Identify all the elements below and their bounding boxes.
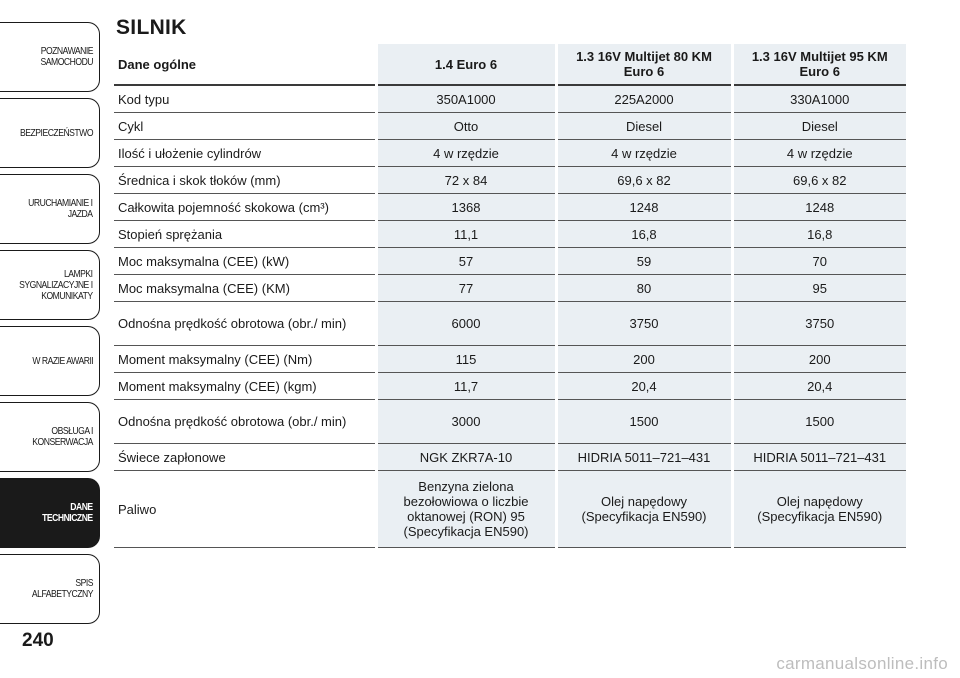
table-cell: 1368: [376, 194, 556, 221]
tab-poznawanie-samochodu[interactable]: [0, 22, 100, 92]
watermark: carmanualsonline.info: [776, 654, 948, 673]
table-row: [114, 275, 906, 302]
table-cell: 72 x 84: [376, 167, 556, 194]
table-cell: 200: [732, 346, 906, 373]
table-cell: 69,6 x 82: [556, 167, 732, 194]
row-label: Moc maksymalna (CEE) (kW): [114, 248, 376, 275]
tab-obsluga-i-konserwacja[interactable]: [0, 402, 100, 472]
table-cell: Olej napędowy (Specyfikacja EN590): [556, 471, 732, 548]
table-cell: 330A1000: [732, 85, 906, 113]
engine-spec-table: [114, 44, 906, 548]
table-row: [114, 248, 906, 275]
table-cell: 1248: [556, 194, 732, 221]
row-label: Świece zapłonowe: [114, 444, 376, 471]
tab-label: W RAZIE AWARII: [32, 354, 93, 367]
chapter-tabs: [0, 22, 100, 630]
table-cell: 59: [556, 248, 732, 275]
table-row: [114, 346, 906, 373]
table-cell: 4 w rzędzie: [376, 140, 556, 167]
table-cell: HIDRIA 5011–721–431: [556, 444, 732, 471]
tab-label: OBSŁUGA I KONSERWACJA: [32, 425, 93, 448]
tab-uruchamianie-i-jazda[interactable]: [0, 174, 100, 244]
tab-w-razie-awarii[interactable]: [0, 326, 100, 396]
row-label: Paliwo: [114, 471, 376, 548]
tab-dane-techniczne[interactable]: [0, 478, 100, 548]
tab-label: BEZPIECZEŃSTWO: [19, 126, 93, 139]
table-cell: 115: [376, 346, 556, 373]
table-cell: 200: [556, 346, 732, 373]
table-row: [114, 471, 906, 548]
column-header: 1.4 Euro 6: [376, 44, 556, 85]
table-cell: Diesel: [556, 113, 732, 140]
table-row: [114, 373, 906, 400]
table-cell: 57: [376, 248, 556, 275]
table-row: [114, 400, 906, 444]
tab-spis-alfabetyczny[interactable]: [0, 554, 100, 624]
table-cell: Otto: [376, 113, 556, 140]
table-cell: 350A1000: [376, 85, 556, 113]
table-row: [114, 85, 906, 113]
row-label: Cykl: [114, 113, 376, 140]
table-cell: 3750: [556, 302, 732, 346]
table-cell: 77: [376, 275, 556, 302]
table-row: [114, 140, 906, 167]
row-label: Kod typu: [114, 85, 376, 113]
table-cell: 80: [556, 275, 732, 302]
row-label: Całkowita pojemność skokowa (cm³): [114, 194, 376, 221]
table-cell: 4 w rzędzie: [556, 140, 732, 167]
row-label: Odnośna prędkość obrotowa (obr./ min): [114, 302, 376, 346]
tab-label: POZNAWANIE SAMOCHODU: [40, 45, 93, 68]
table-cell: 6000: [376, 302, 556, 346]
column-header: Dane ogólne: [114, 44, 376, 85]
table-cell: 1500: [556, 400, 732, 444]
tab-label: LAMPKI SYGNALIZACYJNE I KOMUNIKATY: [19, 267, 93, 302]
table-cell: 20,4: [556, 373, 732, 400]
table-cell: 11,1: [376, 221, 556, 248]
table-cell: 3000: [376, 400, 556, 444]
tab-label: DANE TECHNICZNE: [42, 501, 93, 524]
table-cell: 16,8: [732, 221, 906, 248]
table-cell: 3750: [732, 302, 906, 346]
table-row: [114, 444, 906, 471]
table-row: [114, 167, 906, 194]
table-cell: 69,6 x 82: [732, 167, 906, 194]
table-cell: 16,8: [556, 221, 732, 248]
table-cell: Olej napędowy (Specyfikacja EN590): [732, 471, 906, 548]
table-row: [114, 194, 906, 221]
page-number: 240: [22, 630, 54, 651]
table-row: [114, 302, 906, 346]
table-cell: 20,4: [732, 373, 906, 400]
column-header: 1.3 16V Multijet 95 KM Euro 6: [732, 44, 906, 85]
table-cell: NGK ZKR7A-10: [376, 444, 556, 471]
page-title: SILNIK: [116, 16, 187, 39]
table-cell: 70: [732, 248, 906, 275]
row-label: Moment maksymalny (CEE) (kgm): [114, 373, 376, 400]
table-cell: HIDRIA 5011–721–431: [732, 444, 906, 471]
table-cell: Benzyna zielona bezołowiowa o liczbie oktanowej (RON) 95 (Specyfikacja EN590): [376, 471, 556, 548]
row-label: Średnica i skok tłoków (mm): [114, 167, 376, 194]
tab-label: SPIS ALFABETYCZNY: [31, 577, 94, 600]
table-row: [114, 221, 906, 248]
table-cell: 4 w rzędzie: [732, 140, 906, 167]
row-label: Stopień sprężania: [114, 221, 376, 248]
row-label: Moment maksymalny (CEE) (Nm): [114, 346, 376, 373]
column-header: 1.3 16V Multijet 80 KM Euro 6: [556, 44, 732, 85]
table-cell: 1500: [732, 400, 906, 444]
table-cell: 1248: [732, 194, 906, 221]
row-label: Ilość i ułożenie cylindrów: [114, 140, 376, 167]
table-cell: 11,7: [376, 373, 556, 400]
table-cell: 225A2000: [556, 85, 732, 113]
row-label: Odnośna prędkość obrotowa (obr./ min): [114, 400, 376, 444]
row-label: Moc maksymalna (CEE) (KM): [114, 275, 376, 302]
table-header-row: [114, 44, 906, 85]
table-cell: Diesel: [732, 113, 906, 140]
table-row: [114, 113, 906, 140]
table-cell: 95: [732, 275, 906, 302]
tab-lampki-sygnalizacyjne[interactable]: [0, 250, 100, 320]
tab-label: URUCHAMIANIE I JAZDA: [28, 197, 93, 220]
tab-bezpieczenstwo[interactable]: [0, 98, 100, 168]
